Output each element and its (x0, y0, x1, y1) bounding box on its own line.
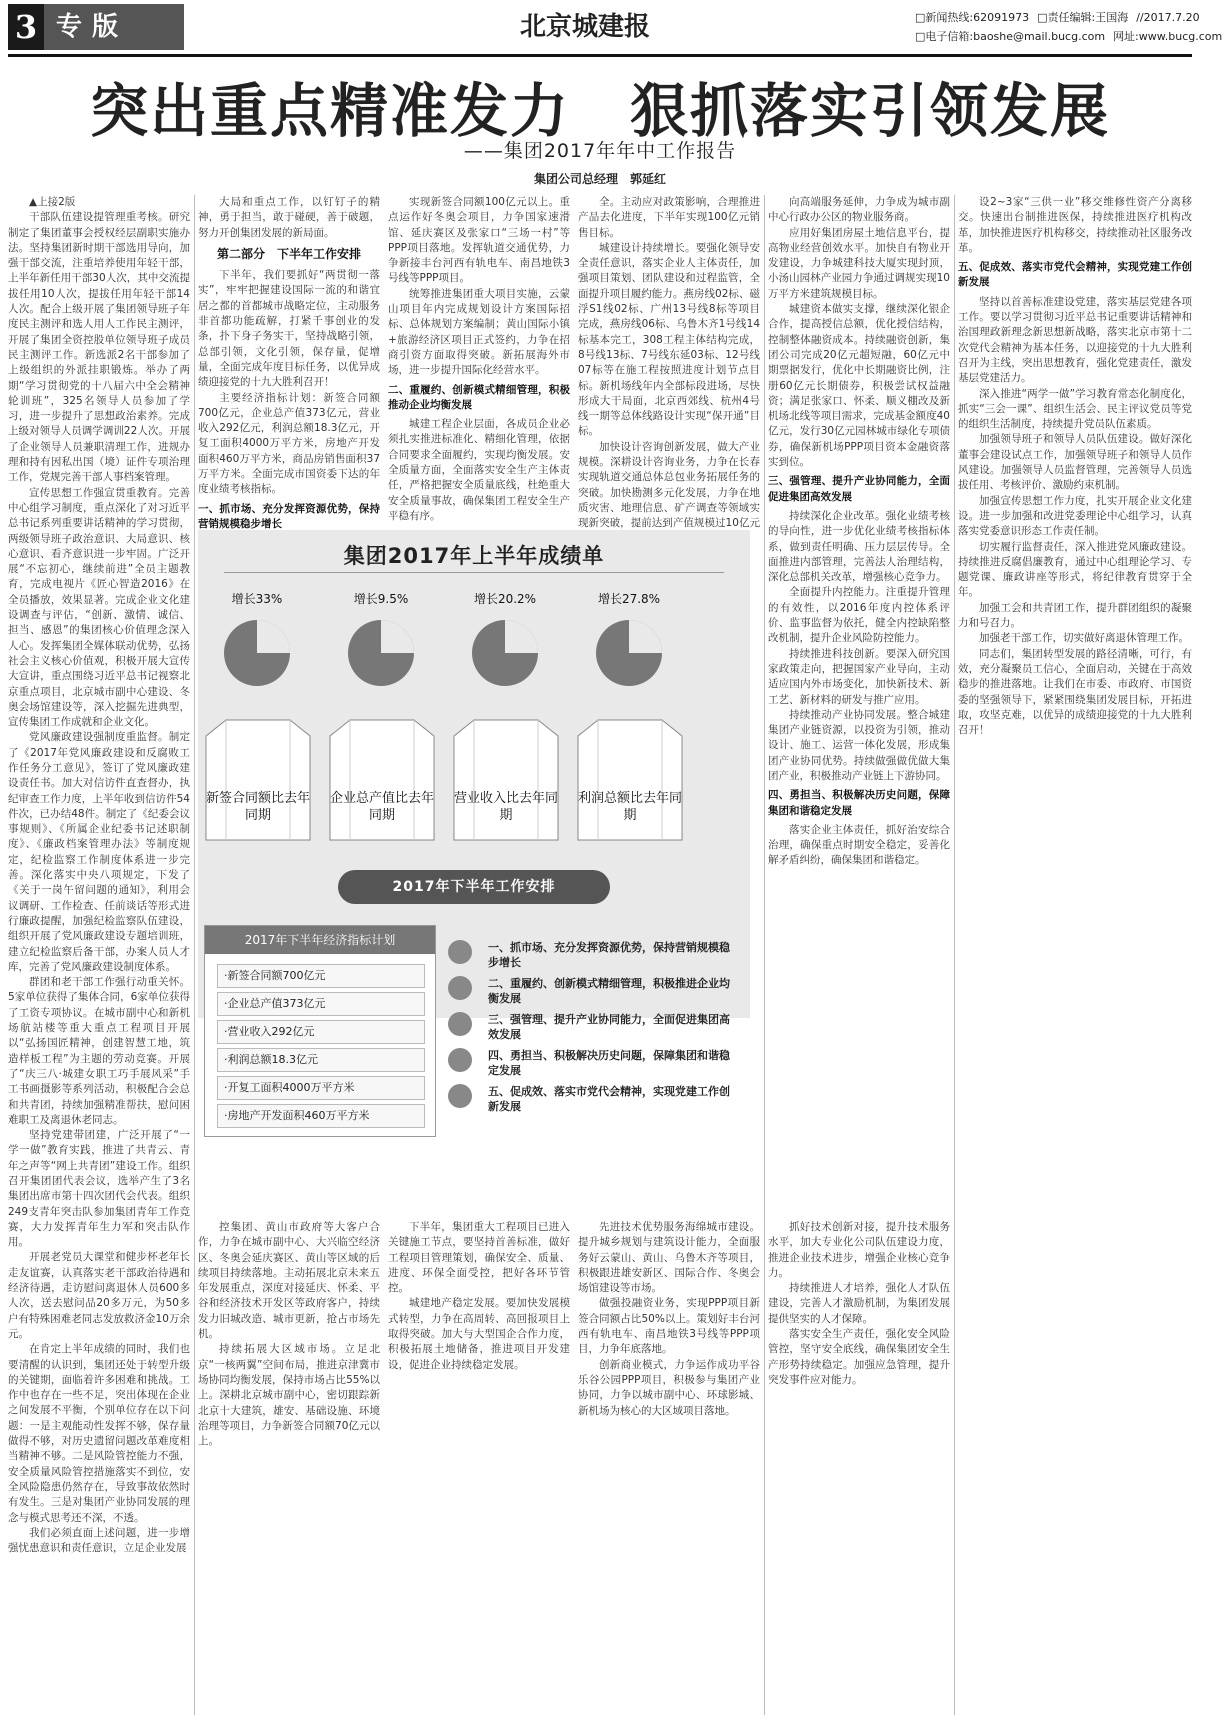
metric-label: 营业收入比去年同期 (454, 791, 559, 823)
column-3-lower (388, 1220, 570, 1715)
issue-date: //2017.7.20 (1136, 11, 1200, 24)
column-1 (8, 195, 190, 1715)
paragraph: 落实安全生产责任，强化安全风险管控，坚守安全底线，确保集团安全生产形势持续稳定。加强应急管理，提升突发事件应对能力。 (768, 1328, 950, 1386)
plan-item: ·开复工面积4000万平方米 (217, 1076, 425, 1100)
paper-name: 北京城建报 (520, 12, 651, 42)
person-icon (448, 1048, 472, 1072)
column-6 (958, 195, 1192, 1715)
paragraph: 五、促成效、落实市党代会精神，实现党建工作创新发展 (958, 261, 1192, 289)
paragraph: 下半年，集团重大工程项目已进入关键施工节点，要坚持首善标准，做好工程项目管理策划，确保安全、质量、进度、环保全面受控，把好各环节管控。 (388, 1221, 570, 1295)
paragraph: 抓好技术创新对接，提升技术服务水平，加大专业化公司队伍建设力度，推进企业技术进步，增强企业核心竞争力。 (768, 1221, 950, 1279)
paragraph: 持续拓展大区域市场。立足北京“一核两翼”空间布局，推进京津冀市场协同均衡发展，保持市场占比55%以上。深耕北京城市副中心，密切跟踪新北京十大建筑，雄安、基础设施、环境治理等项目，力争新签合同额70亿元以上。 (198, 1343, 380, 1448)
column-5-lower (768, 1220, 950, 1715)
contact-info (915, 8, 1230, 46)
person-icon (448, 976, 472, 1000)
paragraph: 创新商业模式，力争运作成功平谷乐谷公园PPP项目，积极参与集团产业协同，力争以城市副中心、环球影城、新机场为核心的大区域项目落地。 (578, 1358, 760, 1417)
paragraph: 三、强管理、提升产业协同能力，全面促进集团高效发展 (768, 475, 950, 503)
paragraph: 四、勇担当、积极解决历史问题，保障集团和谐稳定发展 (768, 789, 950, 817)
paragraph: 全面提升内控能力。注重提升管理的有效性，以2016年度内控体系评价、监事监督为依托，健全内控缺陷整改机制，提升企业风险防控能力。 (768, 586, 950, 645)
paragraph: 加强领导班子和领导人员队伍建设。做好深化董事会建设试点工作，加强领导班子和领导人员作风建设。加强领导人员监督管理，完善领导人员选拔任用、考核评价、激励约束机制。 (958, 433, 1192, 492)
column-4-lower (578, 1220, 760, 1715)
growth-label: 增长27.8% (597, 592, 661, 606)
paragraph: 实现新签合同额100亿元以上。重点运作好冬奥会项目，力争国家速滑馆、延庆赛区及张家口“三场一村”等PPP项目落地。发挥轨道交通优势，力争新接丰台河西有轨电车、南昌地铁3号线等PPP项目。 (388, 196, 570, 285)
paragraph: 我们必须直面上述问题，进一步增强忧患意识和责任意识，立足企业发展 (8, 1526, 190, 1555)
paragraph: 坚持以首善标准建设党建，落实基层党建各项工作。要以学习贯彻习近平总书记重要讲话精神和治国理政新理念新思想新战略，落实北京市第十二次党代会精神为基本任务，以迎接党的十九大胜利召开为主线，突出思想教育，强化党建责任，激发基层党建活力。 (958, 295, 1192, 385)
paragraph: 加快设计咨询创新发展，做大产业规模。深耕设计咨询业务，力争在长春实现轨道交通总体总包业务拓展任务的突破。加快勘测多元化发展，力争在地质灾害、地理信息、矿产调查等领域实现新突破，提前达到产值规模过10亿元 (578, 440, 760, 530)
task-item: 五、促成效、落实市党代会精神，实现党建工作创新发展 (488, 1085, 730, 1113)
paragraph: 主要经济指标计划：新签合同额700亿元，企业总产值373亿元，营业收入292亿元，利润总额18.3亿元，开复工面积4000万平方米，房地产开发面积460万平方米，商品房销售面积37万平方米。全面完成市国资委下达的年度业绩考核指标。 (198, 391, 380, 496)
paragraph: 坚持党建带团建，广泛开展了“一学一做”教育实践，推进了共青云、青年之声等“网上共青团”建设工作。组织召开集团团代表会议，选举产生了3名集团出席市第十四次团代会代表。组织249支青年突击队参加集团青年工作竞赛，大力发挥青年生力军和突击队作用。 (8, 1129, 190, 1249)
paragraph: 加强工会和共青团工作，提升群团组织的凝聚力和号召力。 (958, 601, 1192, 630)
page-number: 3 (8, 4, 44, 50)
pie-icon (346, 618, 416, 688)
paragraph: 先进技术优势服务海绵城市建设。提升城乡规划与建筑设计能力，全面服务好云蒙山、黄山、乌鲁木齐等项目，积极跟进雄安新区、国际合作、冬奥会场馆建设等市场。 (578, 1221, 760, 1295)
metric-label: 利润总额比去年同期 (578, 791, 683, 823)
paragraph: 二、重履约、创新模式精细管理，积极推动企业均衡发展 (388, 383, 570, 411)
plan-item: ·房地产开发面积460万平方米 (217, 1104, 425, 1128)
paragraph: 加强宣传思想工作力度，扎实开展企业文化建设。进一步加强和改进党委理论中心组学习，认真落实党委意识形态工作责任制。 (958, 494, 1192, 538)
paragraph: 持续推进科技创新。要深入研究国家政策走向，把握国家产业导向，主动适应国内外市场变化，加快新技术、新工艺、新材料的研发与推广应用。 (768, 647, 950, 706)
metric-pillar (454, 720, 558, 840)
plan-item: ·新签合同额700亿元 (217, 964, 425, 988)
person-icon (448, 940, 472, 964)
metric-pillar (578, 720, 682, 840)
masthead (0, 0, 1223, 58)
pie-icon (222, 618, 292, 688)
headline: 突出重点精准发力 狠抓落实引领发展 (89, 77, 1110, 145)
pie-icon (470, 618, 540, 688)
paragraph: 落实企业主体责任，抓好治安综合治理，确保重点时期安全稳定，妥善化解矛盾纠纷，确保集团和谐稳定。 (768, 823, 950, 867)
paragraph: 应用好集团房屋土地信息平台，提高物业经营创效水平。加快自有物业开发建设，力争城建科技大厦实现封顶，小汤山园林产业园力争通过调规实现10万平方米建筑规模目标。 (768, 226, 950, 300)
paragraph: 一、抓市场、充分发挥资源优势，保持营销规模稳步增长 (198, 502, 380, 530)
column-3 (388, 195, 570, 530)
paragraph: 持续推动产业协同发展。整合城建集团产业链资源，以投资为引领，推动设计、施工、运营一体化发展，形成集团产业协同优势。持续做强做优做大集团产业，积极推动产业链上下游协同。 (768, 708, 950, 782)
task-item: 一、抓市场、充分发挥资源优势，保持营销规模稳步增长 (488, 941, 730, 969)
paragraph: 宣传思想工作强宣贯重教育。完善中心组学习制度，重点深化了对习近平总书记系列重要讲话精神的学习贯彻，两级领导班子政治意识、大局意识、核心意识、看齐意识进一步牢固。广泛开展“不忘初心，继续前进”全员主题教育，完成电视片《匠心智造2016》在全员播放，效果显著。完成企业文化建设调查与评估，“创新、激情、诚信、担当、感恩”的集团核心价值理念深入人心。发挥集团全媒体联动优势，弘扬社会主义核心价值观，积极开展大宣传大宣讲，重点围绕习近平总书记视察北京重点项目，北京城市副中心建设、冬奥会场馆建设等，深入挖掘先进典型，宣传集团工作成就和企业文化。 (8, 486, 190, 729)
task-item: 四、勇担当、积极解决历史问题，保障集团和谐稳定发展 (488, 1049, 730, 1077)
paragraph: 城建设计持续增长。要强化领导安全责任意识，落实企业人主体责任，加强项目策划、团队建设和过程监管，全面提升项目履约能力。燕房线02标、磁浮S1线02标、广州13号线8标等项目完成，燕房线06标、乌鲁木齐1号线14标基本完工，308工程主体结构完成，8号线13标、7号线东延03标、12号线07标等在施工程按照进度计划节点目标。新机场线年内全部标段进场，尽快形成大干局面，北京西郊线、杭州4号线一期等总体线路设计实现“保开通”目标。 (578, 241, 760, 438)
plan-item: ·企业总产值373亿元 (217, 992, 425, 1016)
plan-item: ·营业收入292亿元 (217, 1020, 425, 1044)
growth-label: 增长9.5% (353, 592, 409, 606)
column-2-lower (198, 1220, 380, 1715)
paragraph: 持续深化企业改革。强化业绩考核的导向性，进一步优化业绩考核指标体系，做到责任明确、压力层层传导。全面推进内部管理，完善法人治理结构，深化总部机关改革，增强核心竞争力。 (768, 509, 950, 584)
website: 网址:www.bucg.com (1113, 30, 1223, 43)
paragraph: 控集团、黄山市政府等大客户合作，力争在城市副中心、大兴临空经济区、冬奥会延庆赛区、黄山等区域的后续项目持续落地。主动拓展北京未来五年发展重点，深度对接延庆、怀柔、平谷和经济技术开发区等政府客户，持续发力旧城改造、城市更新，抢占市场先机。 (198, 1221, 380, 1341)
paragraph: 全。主动应对政策影响，合理推进产品去化进度，下半年实现100亿元销售目标。 (578, 196, 760, 239)
column-divider (194, 195, 195, 1715)
metric-pillar (330, 720, 434, 840)
editor: □责任编辑:王国海 (1037, 11, 1129, 24)
paragraph: 设2~3家“三供一业”移交维修性资产分离移交。快速出台制推进医保，持续推进医疗机构改革，加快推进医疗机构移交，持续推动社区服务改革。 (958, 196, 1192, 254)
infographic-title: 集团2017年上半年成绩单 (343, 544, 605, 568)
infographic-rule (224, 572, 724, 573)
pie-icon (594, 618, 664, 688)
paragraph: 大局和重点工作，以钉钉子的精神，勇于担当，敢于碰硬，善于破题，努力开创集团发展的新局面。 (198, 196, 380, 239)
paragraph: 深入推进“两学一做”学习教育常态化制度化，抓实“三会一课”、组织生活会、民主评议党员等党的组织生活制度，持续提升党员队伍素质。 (958, 387, 1192, 431)
person-icon (448, 1012, 472, 1036)
growth-label: 增长20.2% (473, 592, 537, 606)
email: □电子信箱:baoshe@mail.bucg.com (915, 30, 1106, 43)
paragraph: 在肯定上半年成绩的同时，我们也要清醒的认识到，集团还处于转型升级的关键期，面临着许多困难和挑战。工作中也存在一些不足，突出体现在企业之间发展不平衡，个别单位存在以下问题：一是主观能动性发挥不够，保存量做得不够，对历史遗留问题改革难度相当精神不够。二是风险管控能力不强，安全质量风险管控措施落实不到位，安全风险隐患仍然存在，导致事故依然时有发生。三是对集团产业协同发展的理念与模式思考还不深，不透。 (8, 1343, 190, 1524)
masthead-rule (8, 54, 1192, 57)
paragraph: 群团和老干部工作强行动重关怀。5家单位获得了集体合同，6家单位获得了工资专项协议。在城市副中心和新机场航站楼等重大重点工程项目开展以“弘扬国匠精神，创建智慧工地，筑造样板工程”为主题的劳动竞赛。开展了“庆三八·城建女职工巧手展风采”手工书画摄影等系列活动，积极配合会总和共青团，持续加强精准帮扶，慰问困难职工及离退休老同志。 (8, 976, 190, 1126)
byline: 集团公司总经理 郭延红 (533, 172, 666, 186)
plan-item: ·利润总额18.3亿元 (217, 1048, 425, 1072)
column-4 (578, 195, 760, 530)
paragraph: 干部队伍建设提管理重考核。研究制定了集团董事会授权经层副职实施办法。坚持集团新时期干部选用导向，加强干部交流，注重培养使用年轻干部，上半年新任用干部30人次，其中交流提拔任用10人次，提拔任用年轻干部14人次。配合上级开展了集团领导班子年度民主测评和选人用人工作民主测评，开展了集团全资控股单位领导班子成员民主测评工作。新选派2名干部参加了上级组织的外派挂职锻炼。举办了两期“学习贯彻党的十八届六中全会精神轮训班”，325名领导人员参加了学习，进一步提升了思想政治素养。完成上级对领导人员调学调训22人次。开展了企业领导人员兼职清理工作，进规办理和持有因私出国（境）证件专项治理工作，党规完善干部人事档案管理。 (8, 211, 190, 484)
paragraph: 统筹推进集团重大项目实施，云蒙山项目年内完成规划设计方案国际招标、总体规划方案编制；黄山国际小镇+旅游经济区项目正式签约，力争在招商引资方面取得突破。新拓展海外市场，进一步提升国际化经营水平。 (388, 287, 570, 377)
paragraph: 切实履行监督责任，深入推进党风廉政建设。持续推进反腐倡廉教育，通过中心组理论学习、专题党课、廉政讲座等形式，将纪律教育贯穿于全年。 (958, 540, 1192, 599)
metric-label: 新签合同额比去年同期 (206, 791, 311, 823)
paragraph: 持续推进人才培养，强化人才队伍建设，完善人才激励机制，为集团发展提供坚实的人才保障。 (768, 1282, 950, 1325)
paragraph: 第二部分 下半年工作安排 (216, 246, 361, 261)
paragraph: 同志们，集团转型发展的路径清晰，可行，有效，充分凝聚员工信心，全面启动，关键在于高效稳步的推进落地。让我们在市委、市政府、市国资委的坚强领导下，紧紧围绕集团发展目标，开拓进取，攻坚克难，以优异的成绩迎接党的十九大胜利召开！ (958, 647, 1192, 737)
paragraph: 城建地产稳定发展。要加快发展模式转型，力争在高周转、高回报项目上取得突破。加大与大型国企合作力度，积极拓展土地储备，推进项目开发建设，促进企业持续稳定发展。 (388, 1297, 570, 1371)
paragraph: 下半年，我们要抓好“两贯彻一落实”，牢牢把握建设国际一流的和谐宜居之都的首都城市战略定位，主动服务非首都功能疏解，打紧千事创业的发条，扑下身子务实干，坚持战略引领，总部引领，文化引领，保存量，促增量，全面完成年度目标任务，以优异成绩迎接党的十九大胜利召开！ (198, 269, 380, 389)
column-divider (954, 195, 955, 1715)
column-divider (764, 195, 765, 1715)
column-2 (198, 195, 380, 530)
economic-plan-box (204, 925, 436, 1137)
task-item: 二、重履约、创新模式精细管理，积极推进企业均衡发展 (488, 977, 730, 1005)
plan-title: 2017年下半年经济指标计划 (205, 926, 435, 954)
metric-pillar (206, 720, 310, 840)
second-half-banner: 2017年下半年工作安排 (338, 870, 610, 904)
paragraph: 开展老党员大课堂和健步杯老年长走友谊赛，认真落实老干部政治待遇和经济待遇，走访慰问离退休人员600多人次，送去慰问品20多万元，为50多户有特殊困难老同志发放救济金10万余元。 (8, 1251, 190, 1340)
task-item: 三、强管理、提升产业协同能力，全面促进集团高效发展 (488, 1013, 730, 1041)
infographic (198, 530, 750, 1122)
subheadline: ——集团2017年年中工作报告 (463, 140, 737, 162)
paragraph: 向高端服务延伸，力争成为城市副中心行政办公区的物业服务商。 (768, 196, 950, 224)
paragraph: ▲上接2版 (29, 196, 76, 208)
paragraph: 党风廉政建设强制度重监督。制定了《2017年党风廉政建设和反腐败工作任务分工意见》，签订了党风廉政建设责任书。加大对信访件直查督办，执纪审查工作力度，上半年收到信访件54件次，已办结48件。制定了《纪委会议事规则》、《所属企业纪委书记述职制度》、《廉政档案管理办法》等制度规定，纪检监察工作制度体系进一步完善。深化落实中央八项规定，下发了《关于一岗午留问题的通知》，利用会议调研、工作检查、任前谈话等形式进行廉政提醒，加强纪检监察队伍建设，组织开展了党风廉政建设专题培训班，建立纪检监察后备干部，办案人员人才库，完善了党风廉政建设制度体系。 (8, 731, 190, 973)
growth-label: 增长33% (231, 592, 283, 606)
party-emblem-icon (448, 1084, 472, 1108)
section-label: 专版 (44, 4, 184, 50)
metric-label: 企业总产值比去年同期 (330, 791, 435, 823)
hotline: □新闻热线:62091973 (915, 11, 1030, 24)
paragraph: 城建资本做实支撑，继续深化银企合作，提高授信总额，优化授信结构，控制整体融资成本。持续融资创新，集团公司完成20亿元超短融，60亿元中期票据发行，优化中长期融资比例，注册60亿元长期债券，积极尝试权益融资；满足张家口、怀柔、顺义棚改及新机场北线等项目需求，完成基金额度40亿元，发行30亿元园林城市绿化专项债券，确保新机场PPP项目资本金融资落实到位。 (768, 303, 950, 469)
paragraph: 做强投融资业务，实现PPP项目新签合同额占比50%以上。策划好丰台河西有轨电车、南昌地铁3号线等PPP项目，力争年底落地。 (578, 1297, 760, 1356)
paragraph: 城建工程企业层面，各成员企业必须扎实推进标准化、精细化管理，依据合同要求全面履约，实现均衡发展。安全质量方面，全面落实安全生产主体责任，严格把握安全质量底线，杜绝重大安全质量事故，确保集团工程安全生产平稳有序。 (388, 418, 570, 522)
paragraph: 加强老干部工作，切实做好离退休管理工作。 (979, 632, 1189, 645)
